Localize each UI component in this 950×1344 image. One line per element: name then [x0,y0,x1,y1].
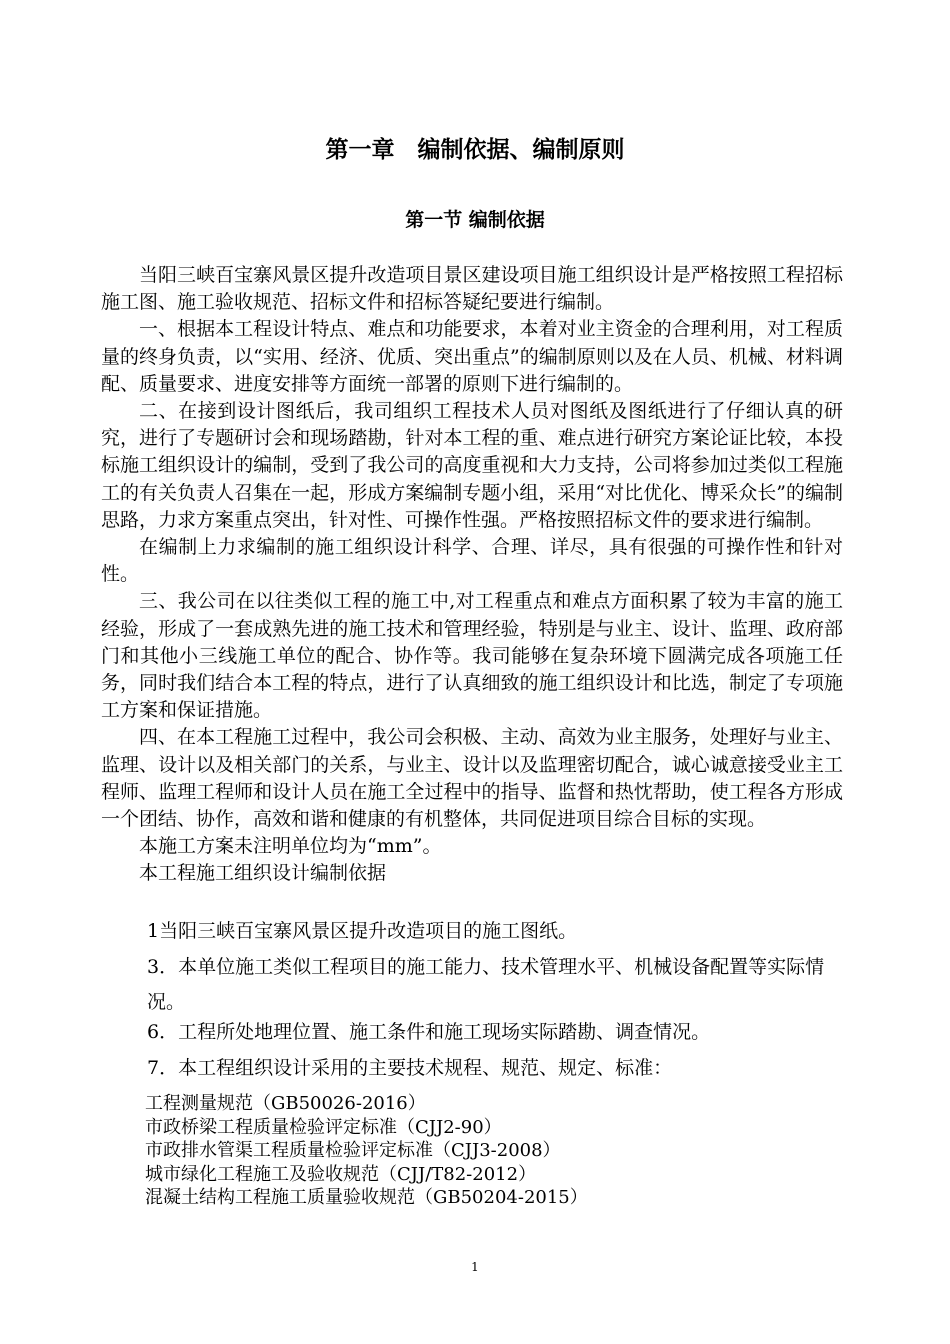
basis-item: 7．本工程组织设计采用的主要技术规程、规范、规定、标准： [147,1057,673,1079]
basis-item-text: 3．本单位施工类似工程项目的施工能力、技术管理水平、机械设备配置等实际情况。 [147,956,825,1013]
paragraph-intro: 当阳三峡百宝寨风景区提升改造项目景区建设项目施工组织设计是严格按照工程招标施工图、施工验收规范、招标文件和招标答疑纪要进行编制。 [101,264,843,314]
chapter-title: 第一章 编制依据、编制原则 [325,137,625,163]
paragraph-two: 二、在接到设计图纸后，我司组织工程技术人员对图纸及图纸进行了仔细认真的研究，进行了专题研讨会和现场踏勘，针对本工程的重、难点进行研究方案论证比较，本投标施工组织设计的编制，受到了我公司的高度重视和大力支持，公司将参加过类似工程施工的有关负责人召集在一起，形成方案编制专题小组，采用“对比优化、博采众长”的编制思路，力求方案重点突出，针对性、可操作性强。严格按照招标文件的要求进行编制。 [101,400,843,531]
standard-item: 混凝土结构工程施工质量验收规范（GB50204-2015） [145,1187,588,1208]
paragraph-four: 四、在本工程施工过程中，我公司会积极、主动、高效为业主服务，处理好与业主、监理、设计以及相关部门的关系，与业主、设计以及监理密切配合，诚心诚意接受业主工程师、监理工程师和设计人员在施工全过程中的指导、监督和热忱帮助，使工程各方形成一个团结、协作，高效和谐和健康的有机整体，共同促进项目综合目标的实现。 [101,726,843,831]
standard-item: 市政排水管渠工程质量检验评定标准（CJJ3-2008） [145,1140,561,1161]
basis-item [147,954,847,1024]
paragraph-unit-note: 本施工方案未注明单位均为“mm”。 [139,835,442,858]
standard-item: 市政桥梁工程质量检验评定标准（CJJ2-90） [145,1116,502,1138]
body-text [101,262,843,888]
page-number: 1 [471,1260,479,1274]
paragraph-three: 三、我公司在以往类似工程的施工中,对工程重点和难点方面积累了较为丰富的施工经验，形成了一套成熟先进的施工技术和管理经验，特别是与业主、设计、监理、政府部门和其他小三线施工单位的配合、协作等。我司能够在复杂环境下圆满完成各项施工任务，同时我们结合本工程的特点，进行了认真细致的施工组织设计和比选，制定了专项施工方案和保证措施。 [101,590,843,722]
basis-item: 1当阳三峡百宝寨风景区提升改造项目的施工图纸。 [147,920,578,942]
paragraph-scientific: 在编制上力求编制的施工组织设计科学、合理、详尽，具有很强的可操作性和针对性。 [101,536,843,586]
section-title: 第一节 编制依据 [405,209,545,231]
basis-item: 6．工程所处地理位置、施工条件和施工现场实际踏勘、调查情况。 [147,1021,711,1043]
paragraph-one: 一、根据本工程设计特点、难点和功能要求，本着对业主资金的合理利用，对工程质量的终身负责，以“实用、经济、优质、突出重点”的编制原则以及在人员、机械、材料调配、质量要求、进度安排等方面统一部署的原则下进行编制的。 [101,318,843,395]
basis-heading: 本工程施工组织设计编制依据 [139,862,387,885]
standard-item: 工程测量规范（GB50026-2016） [145,1093,426,1114]
standards-list [145,1092,845,1210]
standard-item: 城市绿化工程施工及验收规范（CJJ/T82-2012） [145,1163,537,1185]
